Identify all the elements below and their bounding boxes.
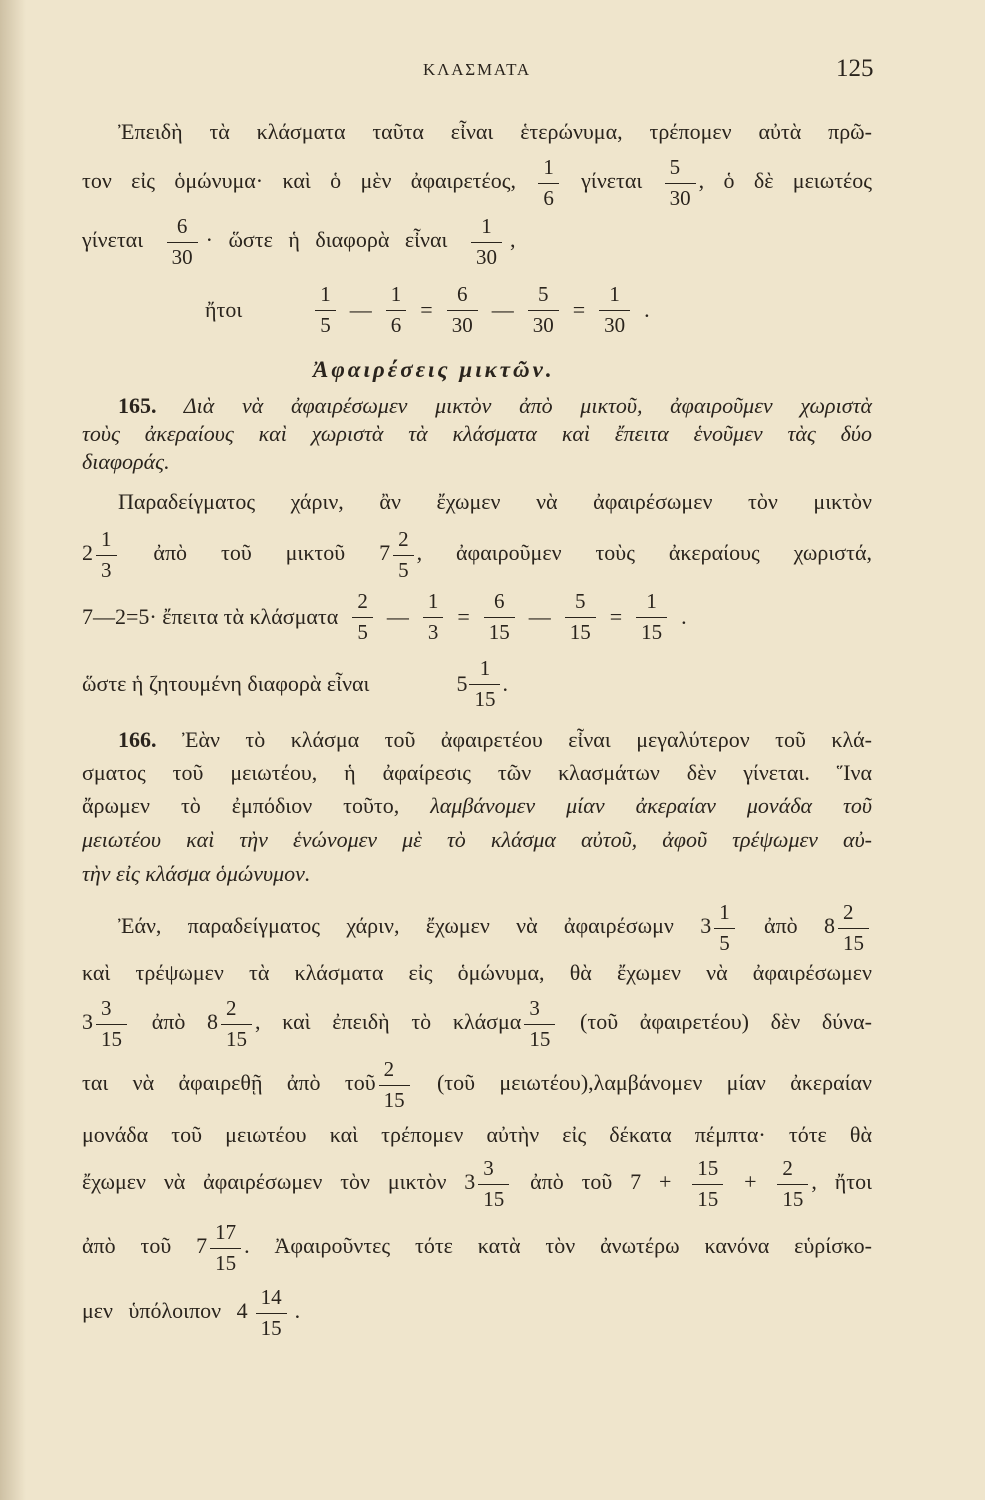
text-run: , ὁ δὲ μειωτέος [698, 168, 872, 193]
fraction [565, 591, 596, 643]
text-run: ἀπὸ τοῦ 7 [82, 1233, 208, 1258]
fraction-numerator: 1 [471, 216, 502, 243]
fraction [484, 591, 515, 643]
fraction [538, 154, 559, 210]
text-run: (τοῦ μειωτέου),λαμβάνομεν μίαν ἀκεραίαν [412, 1070, 872, 1095]
fraction-numerator: 3 [524, 998, 555, 1025]
fraction-denominator: 15 [215, 1250, 237, 1275]
running-title: ΚΛΑΣΜΑΤΑ [423, 60, 531, 79]
text-line [82, 994, 872, 1050]
fraction-denominator: 15 [569, 620, 591, 644]
fraction-numerator: 2 [393, 529, 414, 556]
text-run: Διὰ νὰ ἀφαιρέσωμεν μικτὸν ἀπὸ μικτοῦ, ἀφαιροῦμεν χωριστὰ [156, 393, 872, 418]
fraction-denominator: 15 [529, 1026, 551, 1051]
fraction-numerator: 5 [665, 157, 696, 184]
text-run: σματος τοῦ μειωτέου, ἡ ἀφαίρεσις τῶν κλασμάτων δὲν γίνεται. Ἵνα [82, 760, 872, 785]
fraction-denominator: 15 [483, 1186, 505, 1211]
text-line [82, 846, 872, 902]
fraction-denominator: 3 [427, 620, 439, 644]
fraction [478, 1155, 509, 1211]
fraction-denominator: 5 [398, 557, 409, 582]
text-run: ἀπὸ τοῦ μικτοῦ 7 [119, 540, 391, 565]
fraction-numerator: 1 [636, 591, 667, 618]
fraction-numerator: 1 [386, 284, 407, 311]
text-line [82, 1283, 872, 1339]
text-run: ἄρωμεν τὸ ἐμπόδιον τοῦτο, [82, 793, 431, 818]
fraction-numerator: 1 [96, 529, 117, 556]
text-run: = [457, 604, 470, 629]
text-run: · ὥστε ἡ διαφορὰ εἶναι [205, 227, 463, 252]
fraction-denominator: 5 [719, 930, 730, 955]
text-run: τον εἰς ὁμώνυμα· καὶ ὁ μὲν ἀφαιρετέος, [82, 168, 536, 193]
text-run: 7—2=5· ἔπειτα τὰ κλάσματα [82, 604, 339, 629]
text-run: , καὶ ἐπειδὴ τὸ κλάσμα [255, 1009, 522, 1034]
fraction [528, 284, 559, 336]
page-number: 125 [836, 55, 874, 82]
fraction [665, 154, 696, 210]
text-line [82, 945, 872, 1001]
fraction-denominator: 15 [260, 1315, 282, 1340]
fraction [423, 591, 444, 643]
text-run: . [294, 1298, 301, 1323]
text-run: Ἐὰν τὸ κλάσμα τοῦ ἀφαιρετέου εἶναι μεγαλύτερον τοῦ κλά- [156, 727, 872, 752]
fraction [96, 995, 127, 1051]
text-line [205, 282, 872, 338]
fraction-numerator: 1 [315, 284, 336, 311]
fraction-denominator: 15 [101, 1026, 122, 1051]
fraction-numerator: 2 [379, 1059, 410, 1086]
fraction-denominator: 15 [474, 687, 496, 711]
text-run: ἔχωμεν νὰ ἀφαιρέσωμεν τὸν μικτὸν 3 [82, 1169, 476, 1194]
text-run: . [681, 604, 687, 629]
fraction-numerator: 14 [256, 1287, 287, 1314]
fraction-numerator: 2 [838, 902, 869, 929]
fraction-numerator: 15 [692, 1158, 723, 1185]
fraction-numerator: 1 [423, 591, 444, 618]
text-run: 2 [82, 540, 93, 565]
text-run: — [349, 297, 372, 322]
fraction [393, 526, 414, 582]
fraction-numerator: 1 [538, 157, 559, 184]
text-run: . Ἀφαιροῦντες τότε κατὰ τὸν ἀνωτέρω κανόνα εὑρίσκο- [244, 1233, 872, 1258]
fraction-denominator: 15 [488, 620, 510, 644]
text-run: = [420, 297, 433, 322]
text-run: — [491, 297, 514, 322]
fraction-numerator: 2 [221, 998, 252, 1025]
fraction [471, 213, 502, 269]
fraction-denominator: 15 [641, 620, 663, 644]
fraction-denominator: 30 [532, 313, 554, 337]
fraction [469, 658, 500, 710]
fraction [210, 1219, 241, 1275]
fraction-denominator: 30 [475, 244, 497, 269]
text-run: 3 [82, 1009, 93, 1034]
fraction [692, 1155, 723, 1211]
text-run: = [572, 297, 586, 322]
fraction [524, 995, 555, 1051]
text-run: διαφοράς. [82, 449, 170, 474]
text-run: — [386, 604, 409, 629]
text-line [82, 212, 872, 268]
text-run: ἤτοι [205, 297, 243, 322]
text-run: ἀπὸ τοῦ 7 + [512, 1169, 690, 1194]
text-run: ται νὰ ἀφαιρεθῇ ἀπὸ τοῦ [82, 1070, 376, 1095]
fraction-numerator: 6 [484, 591, 515, 618]
text-run: λαμβάνομεν μίαν ἀκεραίαν μονάδα τοῦ [430, 793, 872, 818]
text-run: ἀπὸ 8 [737, 913, 836, 938]
text-line [82, 589, 872, 645]
fraction-denominator: 6 [390, 313, 402, 337]
text-run: , ἤτοι [811, 1169, 872, 1194]
fraction-denominator: 15 [383, 1087, 405, 1112]
text-line [82, 656, 872, 712]
text-run: + [726, 1169, 775, 1194]
fraction [256, 1284, 287, 1340]
fraction [379, 1056, 410, 1112]
text-run: (τοῦ ἀφαιρετέου) δὲν δύνα- [558, 1009, 872, 1034]
fraction-numerator: 3 [96, 998, 127, 1025]
fraction-numerator: 6 [167, 216, 198, 243]
fraction-denominator: 15 [843, 930, 865, 955]
text-line [118, 104, 872, 160]
text-run: γίνεται [561, 168, 662, 193]
fraction-denominator: 6 [543, 185, 554, 210]
text-run: , [509, 227, 516, 252]
text-line [118, 474, 872, 530]
text-run: τοὺς ἀκεραίους καὶ χωριστὰ τὰ κλάσματα καὶ ἔπειτα ἑνοῦμεν τὰς δύο [82, 421, 872, 446]
fraction-numerator: 5 [528, 284, 559, 311]
text-line [82, 525, 872, 581]
text-line [82, 1055, 872, 1111]
text-run: , ἀφαιροῦμεν τοὺς ἀκεραίους χωριστά, [416, 540, 873, 565]
fraction-numerator: 6 [447, 284, 478, 311]
fraction [599, 284, 630, 336]
text-line [82, 1218, 872, 1274]
text-run: Ἐάν, παραδείγματος χάριν, ἔχωμεν νὰ ἀφαιρέσωμν 3 [118, 913, 712, 938]
fraction [167, 213, 198, 269]
text-run: Ἐπειδὴ τὰ κλάσματα ταῦτα εἶναι ἑτερώνυμα, τρέπομεν αὐτὰ πρῶ- [118, 119, 872, 144]
text-run: μεν ὑπόλοιπον 4 [82, 1298, 248, 1323]
fraction [386, 284, 407, 336]
fraction [221, 995, 252, 1051]
text-run: μειωτέου καὶ τὴν ἑνώνομεν μὲ τὸ κλάσμα αὐτοῦ, ἀφοῦ τρέψωμεν αὐ- [82, 827, 872, 852]
page-binding-edge [0, 0, 26, 1500]
fraction [96, 526, 117, 582]
fraction-numerator: 1 [714, 902, 735, 929]
fraction-denominator: 15 [226, 1026, 248, 1051]
fraction-denominator: 30 [171, 244, 193, 269]
fraction [352, 591, 373, 643]
paragraph-number: 165. [118, 393, 157, 418]
fraction-denominator: 3 [101, 557, 112, 582]
text-run: 5 [456, 671, 468, 696]
paragraph-number: 166. [118, 727, 157, 752]
fraction-denominator: 15 [697, 1186, 719, 1211]
text-run: μονάδα τοῦ μειωτέου καὶ τρέπομεν αὐτὴν εἰς δέκατα πέμπτα· τότε θὰ [82, 1122, 872, 1147]
fraction-numerator: 5 [565, 591, 596, 618]
fraction-denominator: 30 [604, 313, 626, 337]
fraction-denominator: 15 [782, 1186, 804, 1211]
text-line [82, 1154, 872, 1210]
text-run: ὥστε ἡ ζητουμένη διαφορὰ εἶναι [82, 671, 370, 696]
fraction-numerator: 1 [599, 284, 630, 311]
text-run: καὶ τρέψωμεν τὰ κλάσματα εἰς ὁμώνυμα, θὰ ἔχωμεν νὰ ἀφαιρέσωμεν [82, 960, 872, 985]
fraction-numerator: 1 [469, 658, 500, 685]
text-run: = [609, 604, 623, 629]
text-run: . [502, 671, 508, 696]
fraction [636, 591, 667, 643]
text-run: Παραδείγματος χάριν, ἂν ἔχωμεν νὰ ἀφαιρέσωμεν τὸν μικτὸν [118, 489, 872, 514]
text-line [82, 153, 872, 209]
text-run: . [644, 297, 650, 322]
fraction [447, 284, 478, 336]
fraction-denominator: 5 [320, 313, 331, 337]
fraction-numerator: 3 [478, 1158, 509, 1185]
fraction-numerator: 2 [777, 1158, 808, 1185]
fraction [777, 1155, 808, 1211]
fraction-denominator: 30 [451, 313, 473, 337]
fraction-denominator: 30 [669, 185, 691, 210]
text-run: τὴν εἰς κλάσμα ὁμώνυμον. [82, 861, 311, 886]
fraction [315, 284, 336, 336]
fraction-numerator: 17 [210, 1222, 241, 1249]
text-run: ἀπὸ 8 [130, 1009, 219, 1034]
text-run: — [528, 604, 551, 629]
fraction-denominator: 5 [357, 620, 368, 644]
text-run: γίνεται [82, 227, 159, 252]
section-heading: Ἀφαιρέσεις μικτῶν. [313, 357, 555, 382]
fraction-numerator: 2 [352, 591, 373, 618]
